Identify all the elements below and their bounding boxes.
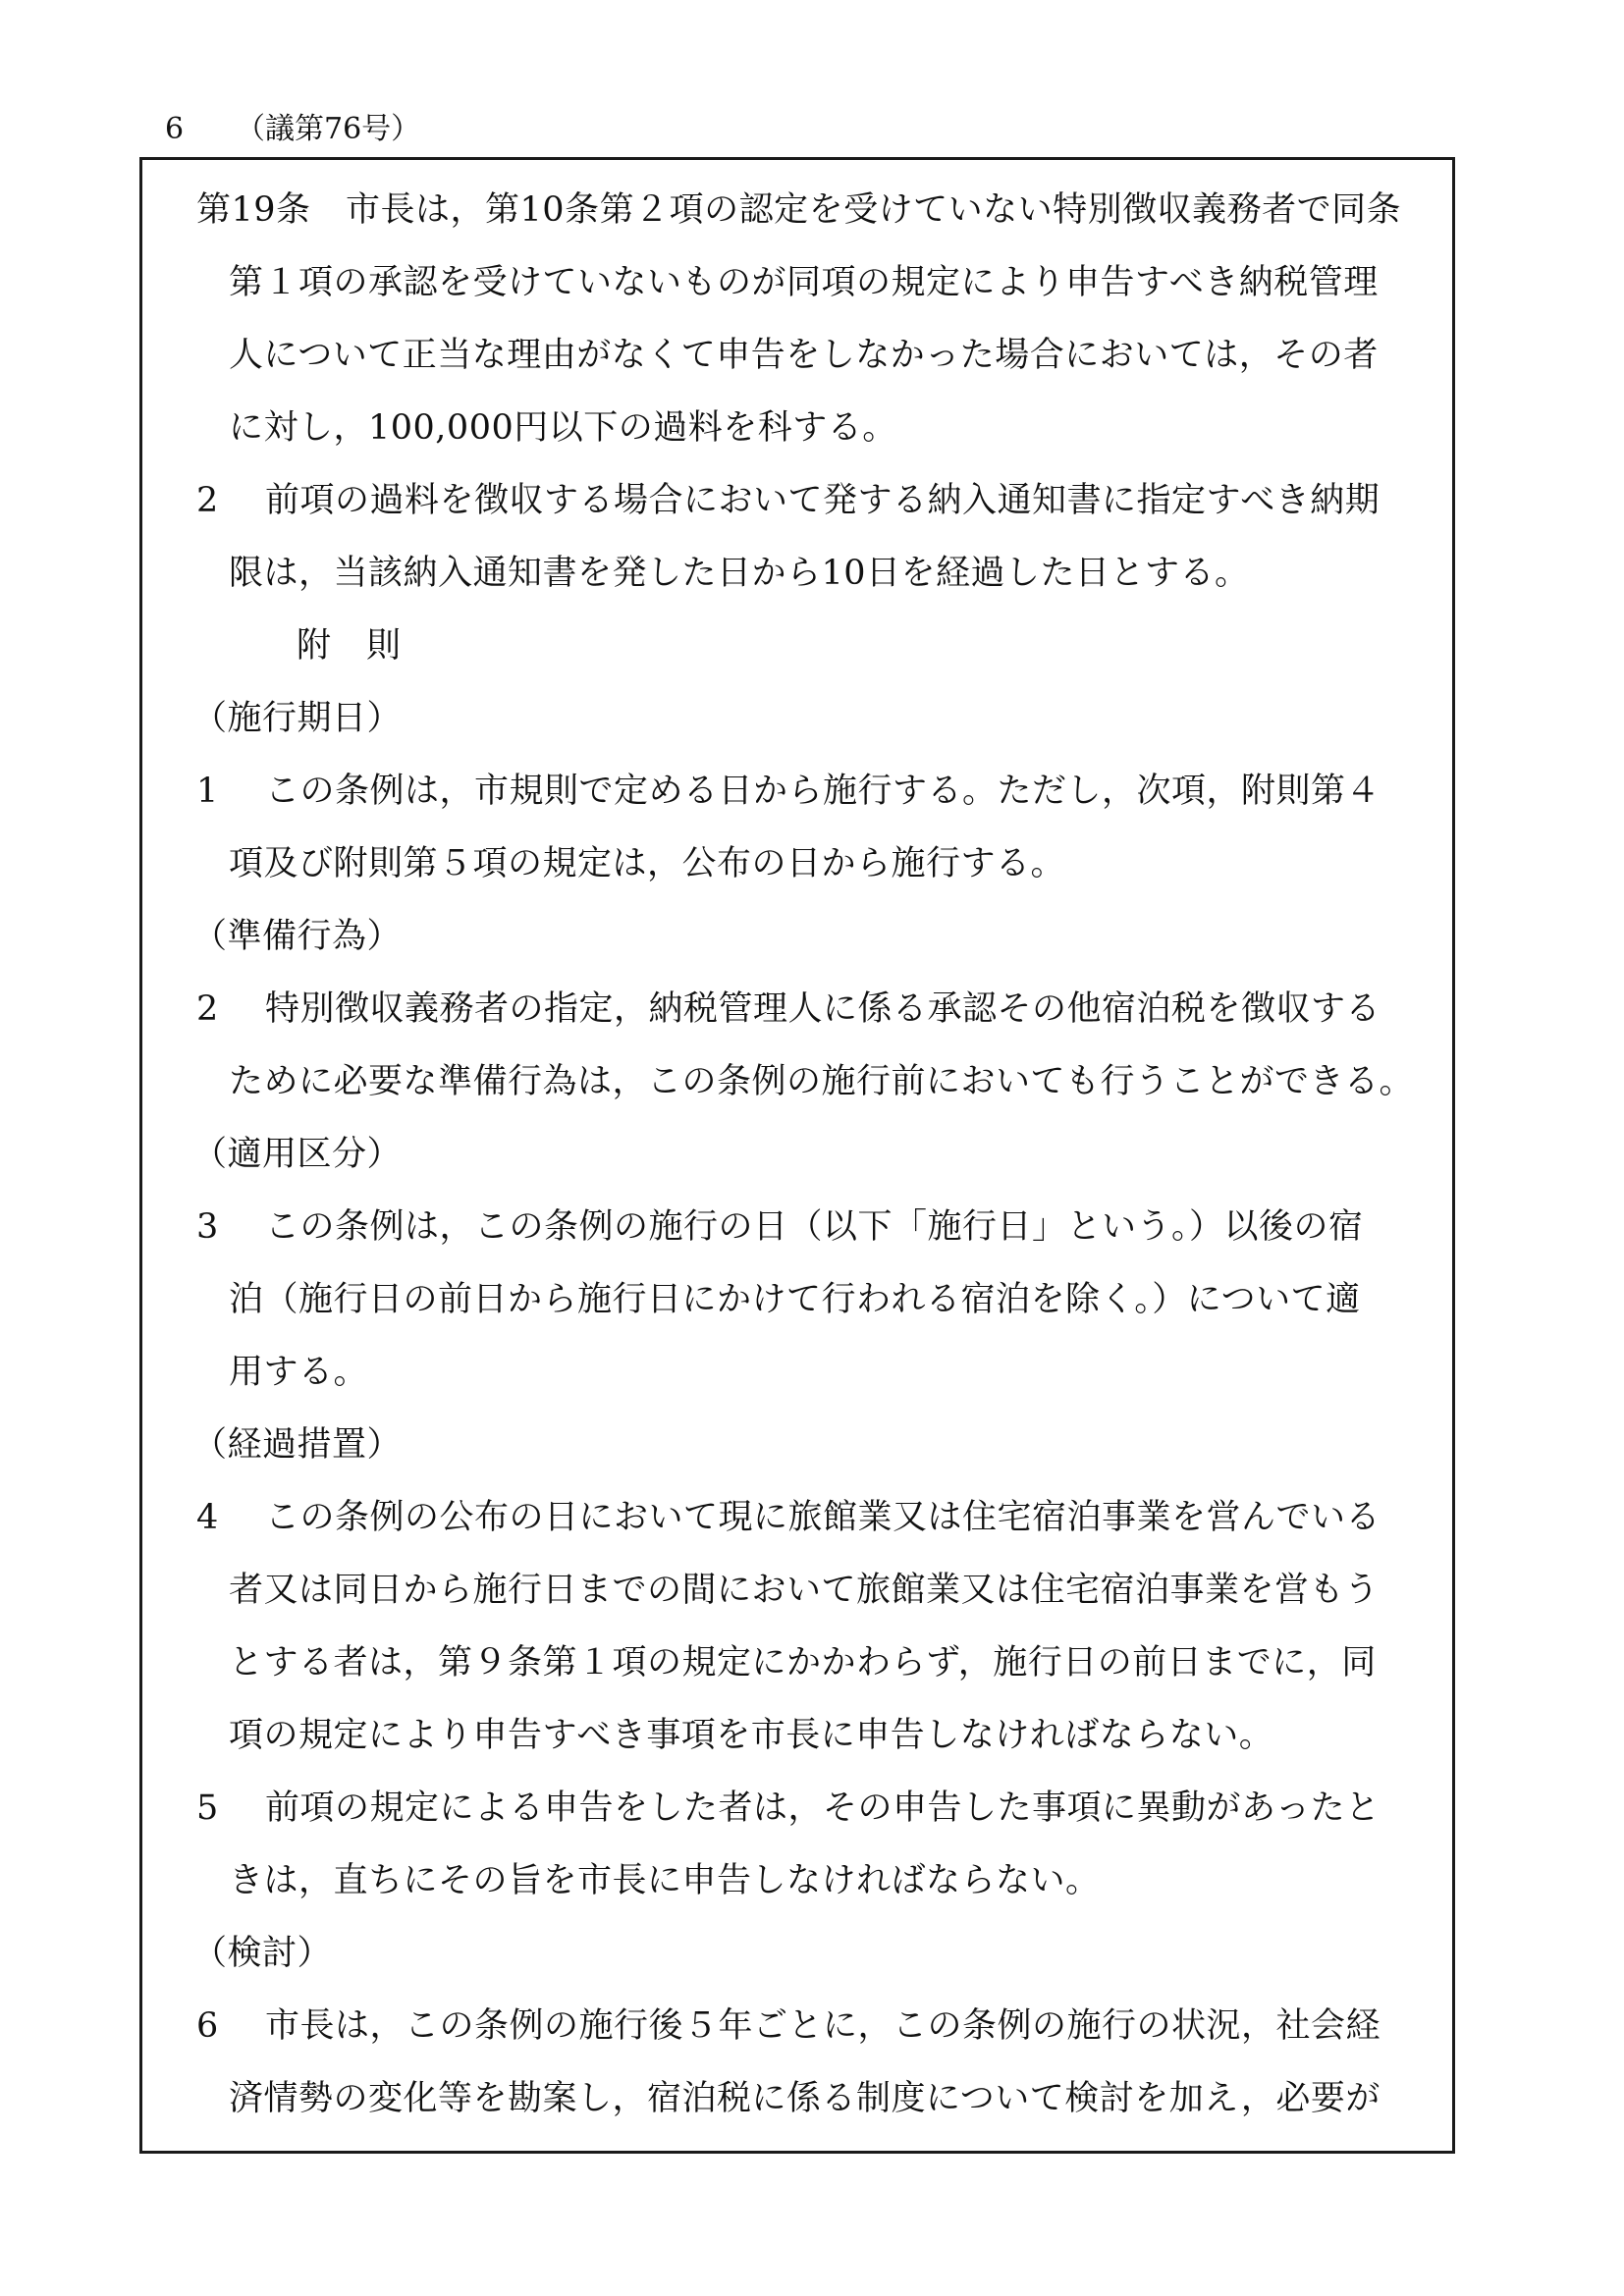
paragraph-line: 3 この条例は，この条例の施行の日（以下「施行日」という。）以後の宿 — [196, 1207, 1364, 1247]
page-header — [165, 110, 420, 149]
paragraph-number: 6 — [196, 2006, 219, 2046]
paragraph-line: 項の規定により申告すべき事項を市長に申告しなければならない。 — [229, 1716, 1274, 1755]
paragraph-line: 6 市長は，この条例の施行後５年ごとに，この条例の施行の状況，社会経 — [196, 2006, 1381, 2046]
section-heading: 附 則 — [297, 626, 402, 666]
paragraph-line: 泊（施行日の前日から施行日にかけて行われる宿泊を除く。）について適 — [229, 1280, 1361, 1319]
paragraph-number: 2 — [196, 989, 219, 1029]
paragraph-line: 済情勢の変化等を勘案し，宿泊税に係る制度について検討を加え，必要が — [229, 2079, 1380, 2118]
article-line: に対し，100,000円以下の過料を科する。 — [229, 408, 897, 448]
paragraph-number: 2 — [196, 481, 219, 520]
article-line: 第19条 市長は，第10条第２項の認定を受けていない特別徴収義務者で同条 — [196, 190, 1402, 230]
paragraph-caption: （準備行為） — [192, 917, 403, 956]
paragraph-line: 2 特別徴収義務者の指定，納税管理人に係る承認その他宿泊税を徴収する — [196, 989, 1381, 1029]
paragraph-number: 1 — [196, 772, 219, 811]
bill-number: （議第76号） — [236, 112, 421, 146]
paragraph-number: 5 — [196, 1789, 219, 1828]
paragraph-line: 用する。 — [229, 1353, 369, 1392]
paragraph-line: 5 前項の規定による申告をした者は，その申告した事項に異動があったと — [196, 1789, 1380, 1828]
paragraph-number: 4 — [196, 1498, 219, 1537]
page-number: 6 — [165, 112, 185, 146]
paragraph-caption: （検討） — [192, 1934, 333, 1973]
paragraph-line: 4 この条例の公布の日において現に旅館業又は住宅宿泊事業を営んでいる — [196, 1498, 1381, 1537]
paragraph-line: きは，直ちにその旨を市長に申告しなければならない。 — [229, 1861, 1101, 1900]
paragraph-caption: （経過措置） — [192, 1425, 403, 1465]
paragraph-line: 項及び附則第５項の規定は，公布の日から施行する。 — [229, 844, 1066, 883]
paragraph-line: 限は，当該納入通知書を発した日から10日を経過した日とする。 — [229, 554, 1250, 593]
paragraph-caption: （適用区分） — [192, 1135, 403, 1174]
article-line: 人について正当な理由がなくて申告をしなかった場合においては，その者 — [229, 336, 1379, 375]
paragraph-caption: （施行期日） — [192, 699, 403, 738]
paragraph-line: 者又は同日から施行日までの間において旅館業又は住宅宿泊事業を営もう — [229, 1571, 1380, 1610]
article-line: 第１項の承認を受けていないものが同項の規定により申告すべき納税管理 — [229, 263, 1379, 302]
paragraph-number: 3 — [196, 1207, 219, 1247]
paragraph-line: 2 前項の過料を徴収する場合において発する納入通知書に指定すべき納期 — [196, 481, 1380, 520]
paragraph-line: とする者は，第９条第１項の規定にかかわらず，施行日の前日までに，同 — [229, 1643, 1377, 1682]
paragraph-line: 1 この条例は，市規則で定める日から施行する。ただし，次項，附則第４ — [196, 772, 1381, 811]
paragraph-line: ために必要な準備行為は，この条例の施行前においても行うことができる。 — [229, 1062, 1415, 1101]
